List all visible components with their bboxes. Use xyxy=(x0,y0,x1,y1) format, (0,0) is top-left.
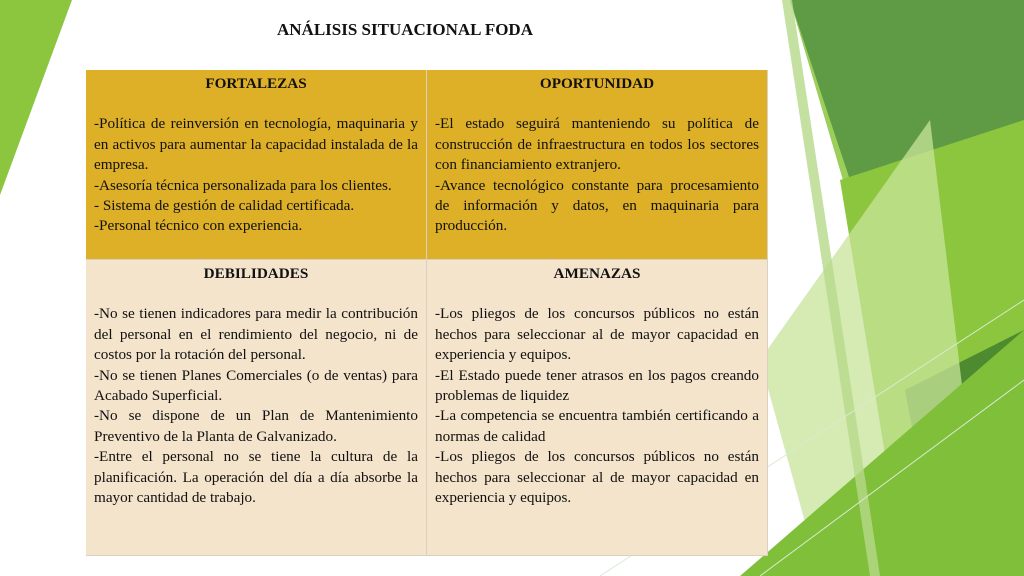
weaknesses-list xyxy=(94,304,418,508)
list-item: -El Estado puede tener atrasos en los pagos creando problemas de liquidez xyxy=(435,366,759,405)
list-item: -El estado seguirá manteniendo su política de construcción de infraestructura en todos los sectores con financiamiento extranjero. xyxy=(435,115,759,174)
strengths-heading: FORTALEZAS xyxy=(205,75,307,92)
list-item: -Los pliegos de los concursos públicos no están hechos para seleccionar al de mayor capacidad en experiencia y equipos. xyxy=(435,305,759,364)
page-title: ANÁLISIS SITUACIONAL FODA xyxy=(276,20,533,39)
list-item: -No se tienen indicadores para medir la contribución del personal en el rendimiento del negocio, ni de costos por la rotación del personal. xyxy=(94,305,418,364)
foda-table xyxy=(86,70,768,556)
list-item: -Avance tecnológico constante para procesamiento de información y datos, en maquinaria para producción. xyxy=(435,176,759,235)
list-item: -No se tienen Planes Comerciales (o de ventas) para Acabado Superficial. xyxy=(94,366,418,405)
weaknesses-quadrant xyxy=(86,260,427,556)
list-item: -Entre el personal no se tiene la cultura de la planificación. La operación del día a día absorbe la mayor cantidad de trabajo. xyxy=(94,448,418,507)
list-item: -Los pliegos de los concursos públicos no están hechos para seleccionar al de mayor capacidad en experiencia y equipos. xyxy=(435,448,759,507)
opportunities-quadrant xyxy=(427,70,768,260)
opportunities-heading: OPORTUNIDAD xyxy=(539,75,655,92)
threats-quadrant xyxy=(427,260,768,556)
opportunities-list xyxy=(435,114,759,236)
list-item: -No se dispone de un Plan de Mantenimiento Preventivo de la Planta de Galvanizado. xyxy=(94,407,418,445)
list-item: -Personal técnico con experiencia. xyxy=(94,217,303,235)
strengths-list xyxy=(94,114,418,236)
list-item: -Asesoría técnica personalizada para los clientes. xyxy=(94,176,392,194)
list-item: - Sistema de gestión de calidad certificada. xyxy=(94,197,355,215)
threats-heading: AMENAZAS xyxy=(553,265,641,282)
threats-list xyxy=(435,304,759,508)
strengths-quadrant xyxy=(86,70,427,260)
list-item: -Política de reinversión en tecnología, maquinaria y en activos para aumentar la capacidad instalada de la empresa. xyxy=(94,115,418,174)
list-item: -La competencia se encuentra también certificando a normas de calidad xyxy=(435,407,759,445)
weaknesses-heading: DEBILIDADES xyxy=(203,265,309,282)
